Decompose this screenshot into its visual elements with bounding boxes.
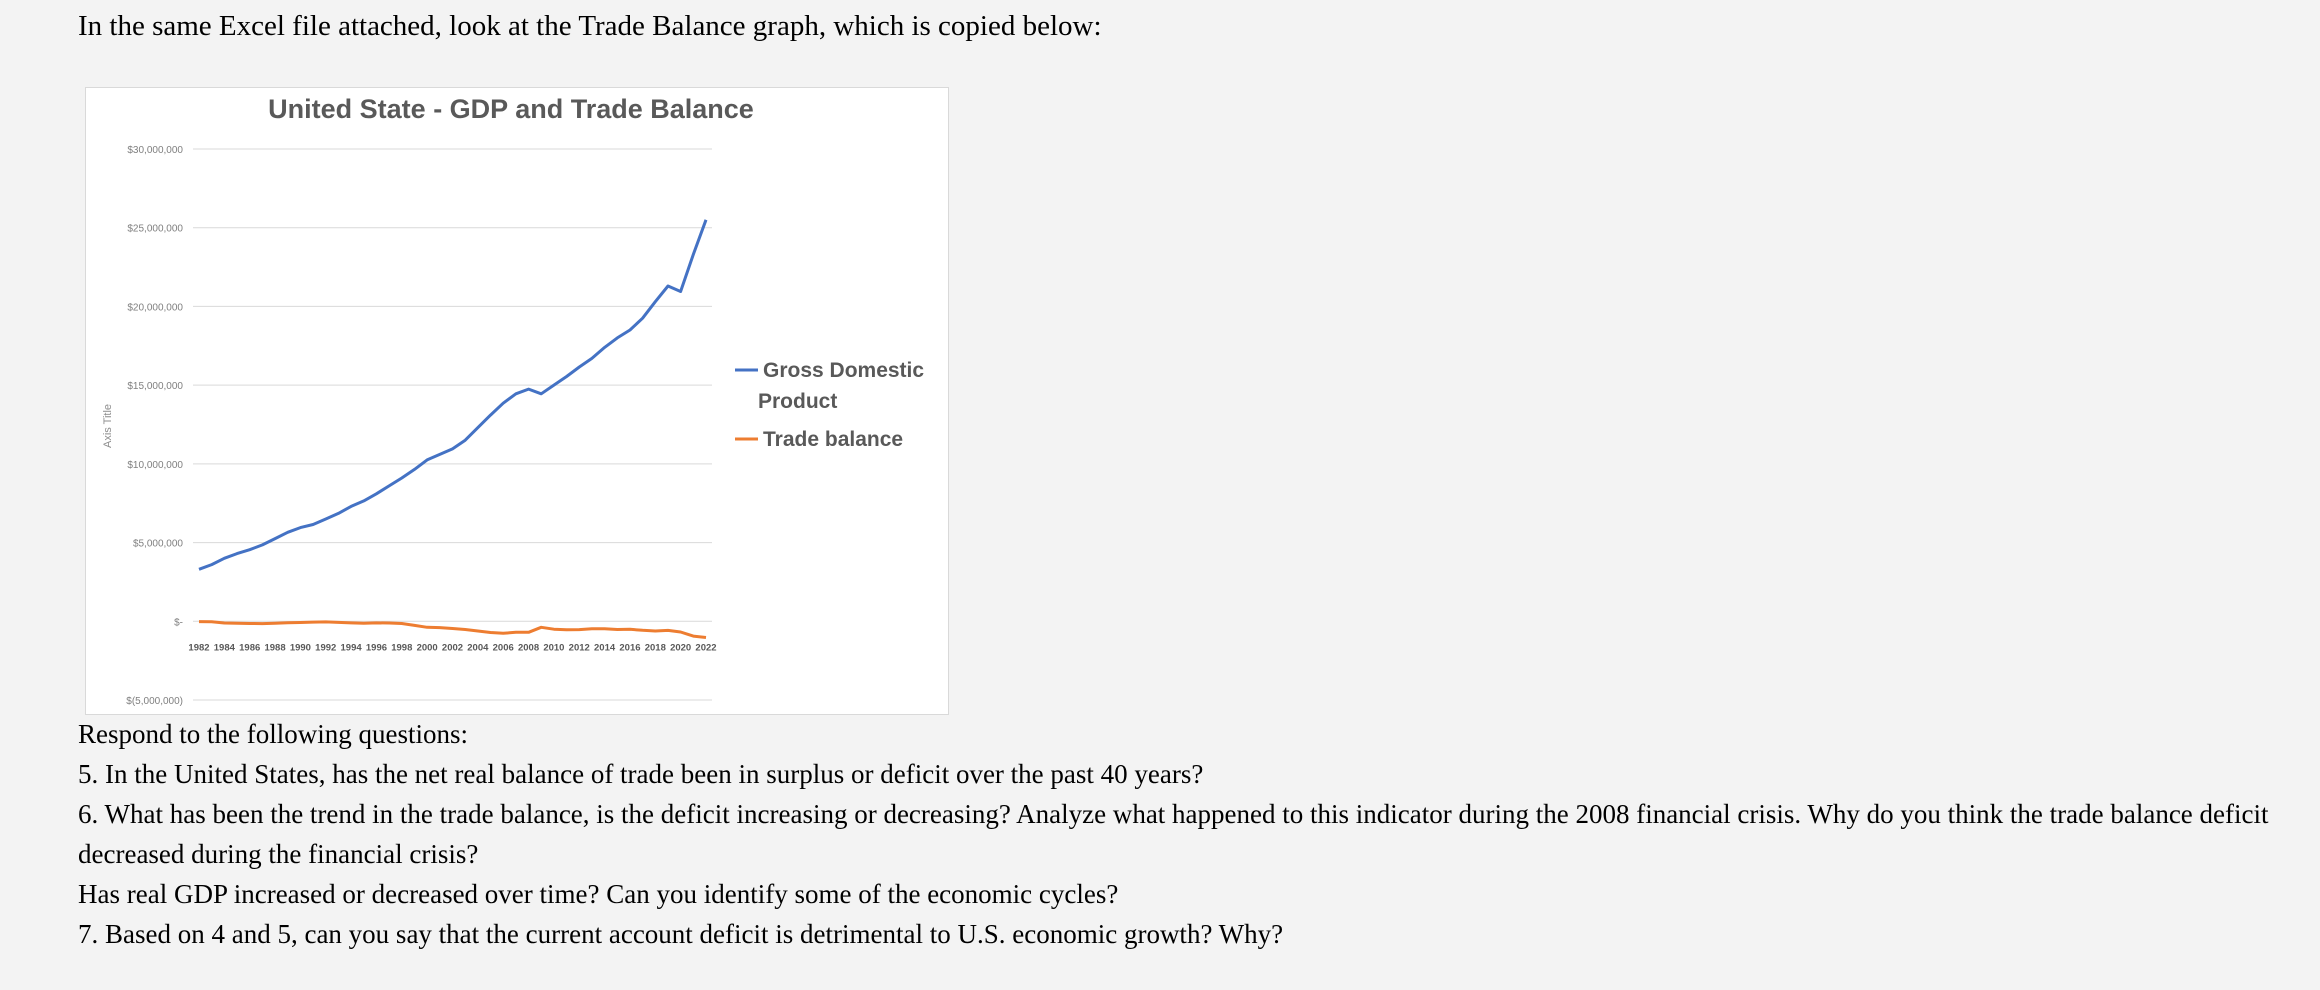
x-tick-label: 2020 [670, 642, 692, 654]
x-tick-label: 1984 [213, 642, 235, 654]
questions-heading: Respond to the following questions: [78, 719, 468, 749]
x-tick-labels [188, 642, 716, 653]
questions-section [78, 714, 2278, 954]
y-tick-label: $30,000,000 [127, 145, 183, 156]
x-tick-label: 1982 [188, 642, 210, 654]
question-5: 5. In the United States, has the net real balance of trade been in surplus or deficit over the past 40 years? [78, 759, 1204, 789]
x-tick-label: 1990 [289, 642, 311, 654]
x-tick-label: 2004 [467, 642, 489, 654]
x-tick-label: 2002 [441, 642, 464, 654]
x-tick-label: 2014 [594, 642, 616, 654]
y-tick-label: $25,000,000 [127, 223, 183, 235]
x-tick-label: 2022 [695, 642, 717, 654]
x-tick-label: 2000 [416, 642, 438, 654]
y-tick-label: $20,000,000 [127, 302, 183, 314]
x-tick-label: 2008 [517, 642, 540, 654]
gdp-trade-balance-chart [86, 88, 948, 714]
series-line-trade-balance [199, 622, 706, 638]
y-tick-label: $- [174, 617, 183, 629]
y-tick-labels [126, 145, 183, 707]
series-line-gdp [199, 220, 706, 570]
question-7: 7. Based on 4 and 5, can you say that the current account deficit is detrimental to U.S. economic growth? Why? [78, 919, 1284, 949]
y-tick-label: $10,000,000 [127, 459, 183, 471]
question-6: 6. What has been the trend in the trade balance, is the deficit increasing or decreasing? Analyze what happened to this indicator during the 2008 financial crisis. Why do you think the trade balance deficit decreased during the financial crisis? [78, 799, 2269, 869]
chart-container [85, 87, 949, 715]
x-tick-label: 2016 [619, 642, 641, 654]
y-tick-label: $15,000,000 [127, 381, 183, 393]
series-lines [199, 220, 706, 638]
y-tick-label: $(5,000,000) [126, 696, 183, 707]
y-axis-title: Axis Title [102, 403, 114, 449]
x-tick-label: 1992 [315, 642, 337, 654]
legend-label: Gross Domestic Product [758, 359, 925, 413]
x-tick-label: 2018 [644, 642, 666, 654]
legend [735, 359, 924, 451]
x-tick-label: 1998 [391, 642, 413, 654]
x-tick-label: 1986 [239, 642, 261, 654]
chart-title: United State - GDP and Trade Balance [268, 94, 754, 124]
x-tick-label: 2012 [568, 642, 590, 654]
intro-text: In the same Excel file attached, look at the Trade Balance graph, which is copied below: [78, 10, 1102, 42]
x-tick-label: 2010 [543, 642, 565, 654]
x-tick-label: 1996 [365, 642, 388, 654]
grid-lines [193, 149, 712, 700]
x-tick-label: 1994 [340, 642, 362, 654]
x-tick-label: 2006 [492, 642, 514, 654]
question-6-followup: Has real GDP increased or decreased over time? Can you identify some of the economic cycles? [78, 879, 1119, 909]
x-tick-label: 1988 [264, 642, 286, 654]
y-tick-label: $5,000,000 [132, 538, 183, 550]
legend-label: Trade balance [763, 428, 904, 451]
